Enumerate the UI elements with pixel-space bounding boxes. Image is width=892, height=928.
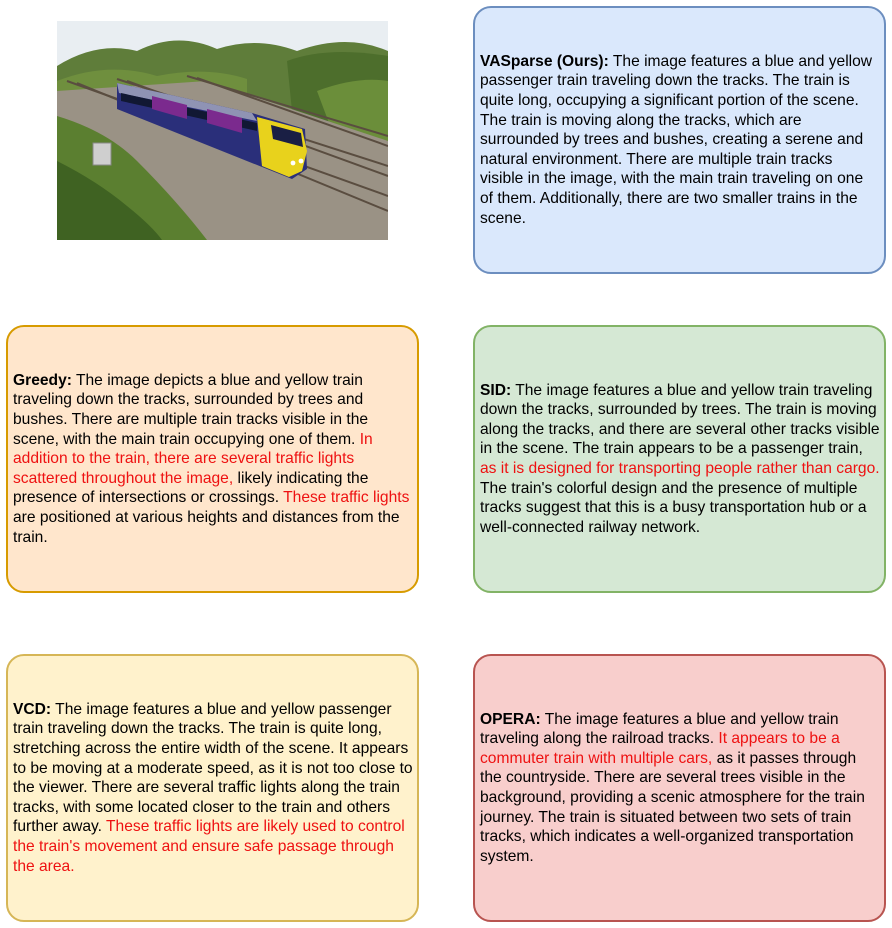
caption-text: The image depicts a blue and yellow train traveling down the tracks, surrounded by trees and bushes. There are multiple train tracks visible in the scene, with the main train occupying one of them.	[13, 371, 369, 448]
hallucinated-text: These traffic lights	[283, 489, 410, 507]
train-photo	[57, 21, 388, 240]
hallucinated-text: It appears to be a commuter train with multiple cars,	[480, 730, 840, 767]
vasparse-method-label: VASparse (Ours):	[480, 52, 609, 70]
vasparse-caption	[480, 52, 880, 228]
caption-text: The image features a blue and yellow passenger train traveling down the tracks. The train is quite long, occupying a significant portion of the scene. The train is moving along the tracks, which are surrounded by trees and bushes, creating a serene and natural environment. There are multiple train tracks visible in the image, with the main train traveling on one of them. Additionally, there are two smaller trains in the scene.	[480, 52, 873, 227]
opera-method-label: OPERA:	[480, 710, 541, 728]
greedy-method-label: Greedy:	[13, 371, 72, 389]
vasparse-caption-box	[473, 6, 886, 274]
vcd-caption-box	[6, 654, 419, 922]
caption-text: The image features a blue and yellow train traveling along the railroad tracks.	[480, 710, 839, 748]
hallucinated-text: These traffic lights are likely used to control the train's movement and ensure safe passage through the area.	[13, 818, 405, 875]
opera-caption-box	[473, 654, 886, 922]
caption-text: as it passes through the countryside. There are several trees visible in the background, providing a scenic atmosphere for the train journey. The train is situated between two sets of train tracks, which indicates a well-organized transportation system.	[480, 749, 865, 865]
caption-text: The image features a blue and yellow passenger train traveling down the tracks. The train is quite long, stretching across the entire width of the scene. It appears to be moving at a moderate speed, as it is not too close to the viewer. There are several traffic lights along the train tracks, with some located closer to the train and others further away.	[13, 700, 413, 836]
vcd-caption	[13, 700, 413, 876]
caption-text: The image features a blue and yellow train traveling down the tracks, surrounded by trees. The train is moving along the tracks, and there are several other tracks visible in the scene. The train appears to be a passenger train,	[480, 381, 880, 458]
sid-method-label: SID:	[480, 381, 512, 399]
vcd-method-label: VCD:	[13, 700, 52, 718]
hallucinated-text: as it is designed for transporting people rather than cargo.	[480, 460, 880, 477]
hallucinated-text: In addition to the train, there are several traffic lights scattered throughout the image,	[13, 430, 373, 487]
caption-text: The train's colorful design and the presence of multiple tracks suggest that this is a busy transportation hub or a well-connected railway network.	[480, 479, 867, 536]
sid-caption-box	[473, 325, 886, 593]
greedy-caption	[13, 371, 413, 547]
opera-caption	[480, 710, 880, 867]
greedy-caption-box	[6, 325, 419, 593]
caption-text: are positioned at various heights and distances from the train.	[13, 508, 400, 546]
caption-text: likely indicating the presence of intersections or crossings.	[13, 469, 369, 507]
sid-caption	[480, 381, 880, 538]
